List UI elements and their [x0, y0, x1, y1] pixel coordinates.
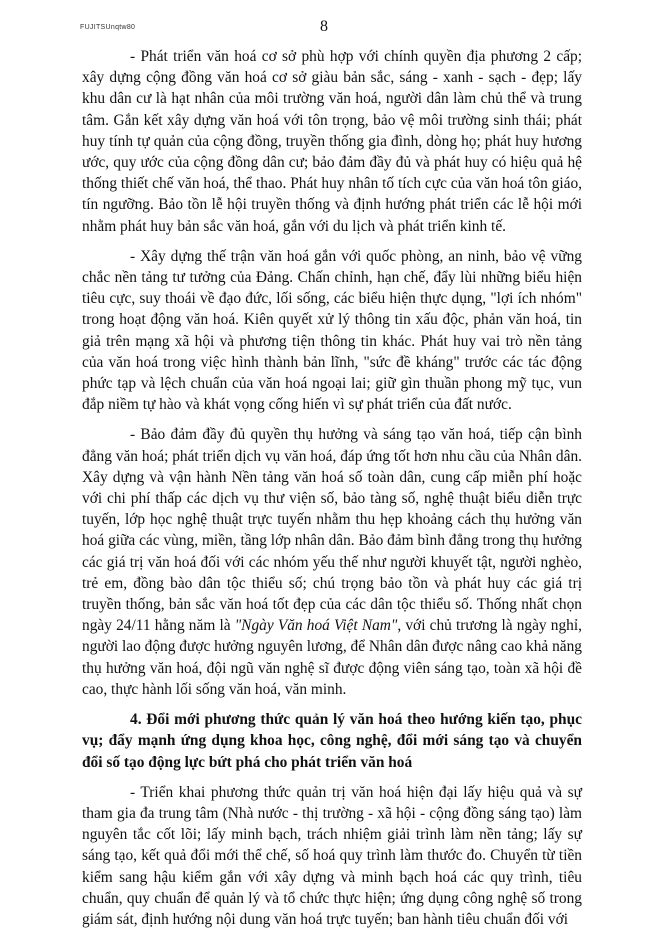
paragraph-culture-defense: - Xây dựng thế trận văn hoá gắn với quốc phòng, an ninh, bảo vệ vững chắc nền tảng tư tưởng của Đảng. Chấn chỉnh, hạn chế, đẩy lùi những biểu hiện tiêu cực, suy thoái về đạo đức, lối sống, các biểu hiện thực dụng, "lợi ích nhóm" trong hoạt động văn hoá. Kiên quyết xử lý thông tin xấu độc, phản văn hoá, tin giả trên mạng xã hội và phương tiện thông tin khác. Phát huy vai trò nền tảng của văn hoá trong việc hình thành bản lĩnh, "sức đề kháng" trước các tác động phức tạp và lệch chuẩn của văn hoá ngoại lai; giữ gìn thuần phong mỹ tục, vun đắp niềm tự hào và khát vọng cống hiến vì sự phát triển của đất nước.: [82, 247, 582, 414]
page-number: 8: [320, 18, 328, 35]
paragraph-text-before: - Bảo đảm đầy đủ quyền thụ hưởng và sáng tạo văn hoá, tiếp cận bình đẳng văn hoá; phát triển dịch vụ văn hoá, đáp ứng tốt hơn nhu cầu của Nhân dân. Xây dựng và vận hành Nền tảng văn hoá số toàn dân, cung cấp miễn phí hoặc với chi phí thấp các dịch vụ thư viện số, bảo tàng số, nghệ thuật biểu diễn trực tuyến, lớp học nghệ thuật trực tuyến nhằm thu hẹp khoảng cách thụ hưởng văn hoá giữa các vùng, miền, tầng lớp nhân dân. Bảo đảm bình đẳng trong thụ hưởng các giá trị văn hoá đối với các nhóm yếu thế như người khuyết tật, người nghèo, trẻ em, đồng bào dân tộc thiểu số; chú trọng bảo tồn và phát huy các giá trị truyền thống, bản sắc văn hoá tốt đẹp của các dân tộc thiểu số. Thống nhất chọn ngày 24/11 hằng năm là: [82, 426, 582, 635]
paragraph-culture-grassroots: - Phát triển văn hoá cơ sở phù hợp với chính quyền địa phương 2 cấp; xây dựng cộng đồng văn hoá cơ sở giàu bản sắc, sáng - xanh - sạch - đẹp; lấy khu dân cư là hạt nhân của môi trường văn hoá, người dân làm chủ thể và trung tâm. Gắn kết xây dựng văn hoá với tôn trọng, bảo vệ môi trường sinh thái; phát huy tính tự quản của cộng đồng, truyền thống gia đình, dòng họ; phát huy hương ước, quy ước của cộng đồng dân cư; bảo đảm đầy đủ và phát huy có hiệu quả hệ thống thiết chế văn hoá, thể thao. Phát huy nhân tố tích cực của văn hoá tôn giáo, tín ngưỡng. Bảo tồn lễ hội truyền thống và định hướng phát triển các lễ hội mới nhằm phát huy bản sắc văn hoá, gắn với du lịch và phát triển kinh tế.: [82, 48, 582, 235]
vietnam-culture-day-italic: "Ngày Văn hoá Việt Nam": [234, 617, 398, 635]
document-code: FUJITSUnqtw80: [80, 24, 136, 31]
document-body: [82, 46, 582, 939]
section-heading-4: 4. Đổi mới phương thức quản lý văn hoá theo hướng kiến tạo, phục vụ; đẩy mạnh ứng dụng khoa học, công nghệ, đổi mới sáng tạo và chuyển đổi số tạo động lực bứt phá cho phát triển văn hoá: [82, 711, 582, 771]
paragraph-culture-access: [82, 424, 582, 700]
paragraph-text-after: , với chủ trương là ngày nghỉ, người lao động được hưởng nguyên lương, để Nhân dân được nâng cao khả năng thụ hưởng văn hoá, đội ngũ văn nghệ sĩ được động viên sáng tạo, toàn xã hội đề cao, thực hành lối sống văn hoá, văn minh.: [82, 617, 582, 698]
paragraph-governance: - Triển khai phương thức quản trị văn hoá hiện đại lấy hiệu quả và sự tham gia đa trung tâm (Nhà nước - thị trường - xã hội - cộng đồng sáng tạo) làm nguyên tắc cốt lõi; lấy minh bạch, trách nhiệm giải trình làm nền tảng; lấy sự sáng tạo, kết quả đổi mới thể chế, số hoá quy trình làm thước đo. Chuyển từ tiền kiểm sang hậu kiểm gắn với xây dựng và minh bạch hoá các quy trình, tiêu chuẩn, quy chuẩn để quản lý và tổ chức thực hiện; ứng dụng công nghệ số trong giám sát, định hướng nội dung văn hoá trực tuyến; ban hành tiêu chuẩn đối với: [82, 783, 582, 928]
